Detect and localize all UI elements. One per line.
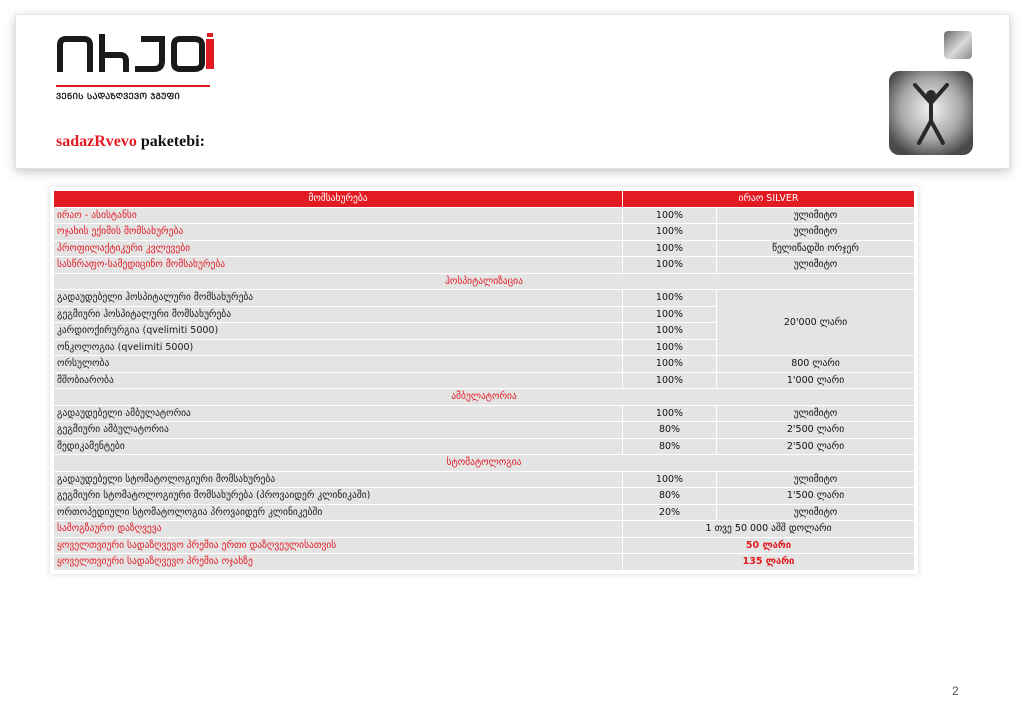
service-name: ორთოპედიული სტომატოლოგია პროვაიდერ კლინიკებში [54, 505, 622, 521]
service-name: კარდიოქირურგია (qvelimiti 5000) [54, 323, 622, 339]
table-row [54, 290, 914, 306]
table-row [54, 373, 914, 389]
coverage-limit: 20'000 ლარი [717, 290, 914, 355]
service-name: გეგმიური ამბულატორია [54, 422, 622, 438]
travel-insurance-value: 1 თვე 50 000 აშშ დოლარი [623, 521, 914, 537]
table-row [54, 439, 914, 455]
table-row [54, 422, 914, 438]
logo-underline [56, 85, 210, 87]
service-name: გეგმიური ჰოსპიტალური მომსახურება [54, 307, 622, 323]
coverage-percent: 80% [623, 488, 716, 504]
coverage-percent: 100% [623, 241, 716, 257]
coverage-percent: 100% [623, 340, 716, 356]
heading-rest: paketebi: [140, 133, 205, 150]
col-package-header: ირაო SILVER [623, 191, 914, 207]
coverage-limit: წელიწადში ორჯერ [717, 241, 914, 257]
table-row [54, 224, 914, 240]
logo-tagline: ᲕᲔᲜᲘᲡ ᲡᲐᲓᲐᲖᲦᲕᲔᲕᲝ ᲯᲒᲣᲤᲘ [56, 92, 180, 102]
table-row [54, 241, 914, 257]
section-row [54, 455, 914, 471]
table-row [54, 488, 914, 504]
service-name: ოჯახის ექიმის მომსახურება [54, 224, 622, 240]
section-dentistry: სტომატოლოგია [54, 455, 914, 471]
coverage-percent: 20% [623, 505, 716, 521]
service-name: გეგმიური სტომატოლოგიური მომსახურება (პროვაიდერ კლინიკაში) [54, 488, 622, 504]
service-name: მშობიარობა [54, 373, 622, 389]
service-name: პროფილაქტიკური კვლევები [54, 241, 622, 257]
service-name: გადაუდებელი ამბულატორია [54, 406, 622, 422]
coverage-percent: 100% [623, 290, 716, 306]
coverage-limit: ულიმიტო [717, 208, 914, 224]
coverage-limit: ულიმიტო [717, 505, 914, 521]
coverage-limit: ულიმიტო [717, 406, 914, 422]
irao-logo-mark [56, 33, 216, 73]
table-row [54, 505, 914, 521]
coverage-limit: 2'500 ლარი [717, 422, 914, 438]
insurance-package-table [50, 187, 918, 574]
jumping-person-photo [889, 71, 973, 155]
premium-family: 135 ლარი [623, 554, 914, 570]
page-heading [56, 133, 205, 151]
service-name: ყოველთვიური სადაზღვევო პრემია ოჯახზე [54, 554, 622, 570]
table-row [54, 554, 914, 570]
coverage-limit: 1'000 ლარი [717, 373, 914, 389]
section-ambulatory: ამბულატორია [54, 389, 914, 405]
header-card [15, 14, 1010, 169]
coverage-limit: 1'500 ლარი [717, 488, 914, 504]
coverage-percent: 100% [623, 406, 716, 422]
coverage-limit: ულიმიტო [717, 224, 914, 240]
coverage-percent: 100% [623, 208, 716, 224]
coverage-limit: ულიმიტო [717, 257, 914, 273]
coverage-limit: 2'500 ლარი [717, 439, 914, 455]
premium-individual: 50 ლარი [623, 538, 914, 554]
service-name: ონკოლოგია (qvelimiti 5000) [54, 340, 622, 356]
irao-logo [56, 33, 216, 113]
coverage-percent: 100% [623, 323, 716, 339]
coverage-percent: 80% [623, 422, 716, 438]
section-hospitalization: ჰოსპიტალიზაცია [54, 274, 914, 290]
coverage-percent: 100% [623, 307, 716, 323]
table-row [54, 257, 914, 273]
service-name: ყოველთვიური სადაზღვევო პრემია ერთი დაზღვეულისათვის [54, 538, 622, 554]
heading-accent: sadazRvevo [56, 133, 137, 150]
service-name: სამოგზაურო დაზღვევა [54, 521, 622, 537]
coverage-percent: 100% [623, 224, 716, 240]
service-name: ორსულობა [54, 356, 622, 372]
service-name: სასწრაფო-სამედიცინო მომსახურება [54, 257, 622, 273]
section-row [54, 274, 914, 290]
table-row [54, 406, 914, 422]
slide-number: 2 [952, 684, 959, 698]
table-row [54, 356, 914, 372]
coverage-percent: 100% [623, 257, 716, 273]
coverage-percent: 100% [623, 472, 716, 488]
service-name: გადაუდებელი სტომატოლოგიური მომსახურება [54, 472, 622, 488]
table-row [54, 472, 914, 488]
table-header-row [54, 191, 914, 207]
gray-square-icon [944, 31, 972, 59]
section-row [54, 389, 914, 405]
service-name: მედიკამენტები [54, 439, 622, 455]
coverage-limit: 800 ლარი [717, 356, 914, 372]
coverage-percent: 100% [623, 373, 716, 389]
coverage-percent: 100% [623, 356, 716, 372]
table-row [54, 208, 914, 224]
col-service-header: მომსახურება [54, 191, 622, 207]
table-row [54, 538, 914, 554]
coverage-percent: 80% [623, 439, 716, 455]
table-row [54, 521, 914, 537]
service-name: ირაო - ასისტანსი [54, 208, 622, 224]
service-name: გადაუდებელი ჰოსპიტალური მომსახურება [54, 290, 622, 306]
coverage-limit: ულიმიტო [717, 472, 914, 488]
